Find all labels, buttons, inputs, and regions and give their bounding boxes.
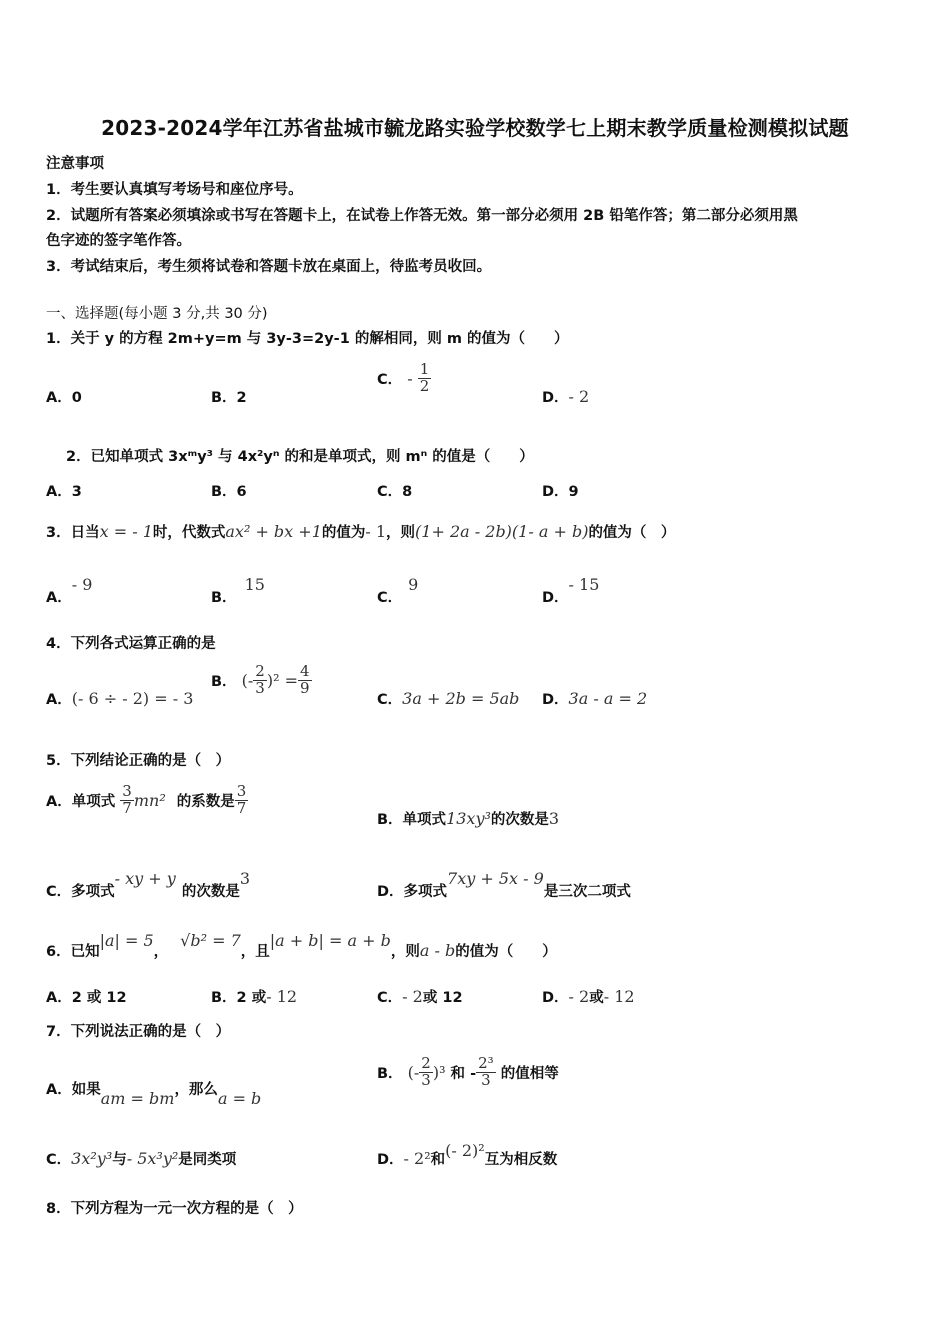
q4-option-a: A．(- 6 ÷ - 2) = - 3	[46, 689, 194, 708]
q6-option-a: A．2 或 12	[46, 990, 127, 1006]
question-1-stem: 1．关于 y 的方程 2m+y=m 与 3y-3=2y-1 的解相同，则 m 的值为（ ）	[46, 331, 569, 347]
q7-option-a: A．如果am = bm，那么a = b	[46, 1082, 262, 1108]
q5-option-d: D．多项式7xy + 5x - 9是三次二项式	[377, 869, 631, 900]
question-4-stem: 4．下列各式运算正确的是	[46, 636, 216, 652]
q6-option-b: B．2 或- 12	[211, 987, 298, 1006]
notice-item: 色字迹的签字笔作答。	[46, 233, 191, 249]
q3-option-b: B．15	[211, 575, 265, 606]
question-7-stem: 7．下列说法正确的是（ ）	[46, 1024, 231, 1040]
fraction: $\frac{1}{2}$	[419, 360, 430, 395]
q2-option-d: D．9	[542, 484, 579, 500]
question-8-stem: 8．下列方程为一元一次方程的是（ ）	[46, 1201, 303, 1217]
q7-option-d: D．- 2²和(- 2)²互为相反数	[377, 1141, 558, 1168]
q3-option-c: C．9	[377, 575, 419, 606]
q5-option-b: B．单项式13xy³的次数是3	[377, 809, 560, 828]
q3-option-a: A．- 9	[46, 575, 93, 606]
notice-item: 1．考生要认真填写考场号和座位序号。	[46, 182, 303, 198]
q4-option-b: B． (- $\frac{2}{3}$ )² = $\frac{4}{9}$	[211, 662, 310, 697]
notice-item: 2．试题所有答案必须填涂或书写在答题卡上，在试卷上作答无效。第一部分必须用 2B 铅笔作答；第二部分必须用黑	[46, 208, 798, 224]
q4-option-d: D．3a - a = 2	[542, 689, 648, 708]
q7-option-b: B． (- $\frac{2}{3}$ )³ 和 - $\frac{\text{2³}}{3}$ 的值相等	[377, 1054, 559, 1089]
q1-option-b: B．2	[211, 390, 247, 406]
q1-option-a: A．0	[46, 390, 82, 406]
q1-option-c: C． - $\frac{1}{2}$	[377, 360, 430, 395]
q6-option-d: D．- 2或- 12	[542, 987, 635, 1006]
question-6-stem: 6．已知|a| = 5，√b² = 7，且|a + b| = a + b，则a - b的值为（ ）	[46, 931, 557, 960]
question-2-stem: 2．已知单项式 3xᵐy³ 与 4x²yⁿ 的和是单项式，则 mⁿ 的值是（ ）	[66, 449, 534, 465]
q7-option-c: C．3x²y³与- 5x³y²是同类项	[46, 1149, 237, 1168]
notice-item: 3．考试结束后，考生须将试卷和答题卡放在桌面上，待监考员收回。	[46, 259, 492, 275]
q4-option-c: C．3a + 2b = 5ab	[377, 689, 520, 708]
q2-option-a: A．3	[46, 484, 82, 500]
page-title: 2023-2024学年江苏省盐城市毓龙路实验学校数学七上期末教学质量检测模拟试题	[101, 116, 849, 140]
q5-option-a: A．单项式 $\frac{3}{7}$ mn² 的系数是 $\frac{3}{7}$	[46, 782, 247, 817]
q2-option-b: B．6	[211, 484, 247, 500]
question-3-stem: 3．日当x = - 1时，代数式ax² + bx +1的值为- 1，则(1+ 2a - 2b)(1- a + b)的值为（ ）	[46, 522, 676, 541]
q1-option-d: D．- 2	[542, 387, 590, 406]
section-heading: 一、选择题(每小题 3 分,共 30 分)	[46, 306, 268, 322]
notice-heading: 注意事项	[46, 156, 104, 172]
q3-option-d: D．- 15	[542, 575, 600, 606]
question-5-stem: 5．下列结论正确的是（ ）	[46, 753, 231, 769]
q6-option-c: C．- 2或 12	[377, 987, 463, 1006]
q2-option-c: C．8	[377, 484, 413, 500]
q5-option-c: C．多项式- xy + y的次数是3	[46, 869, 251, 900]
